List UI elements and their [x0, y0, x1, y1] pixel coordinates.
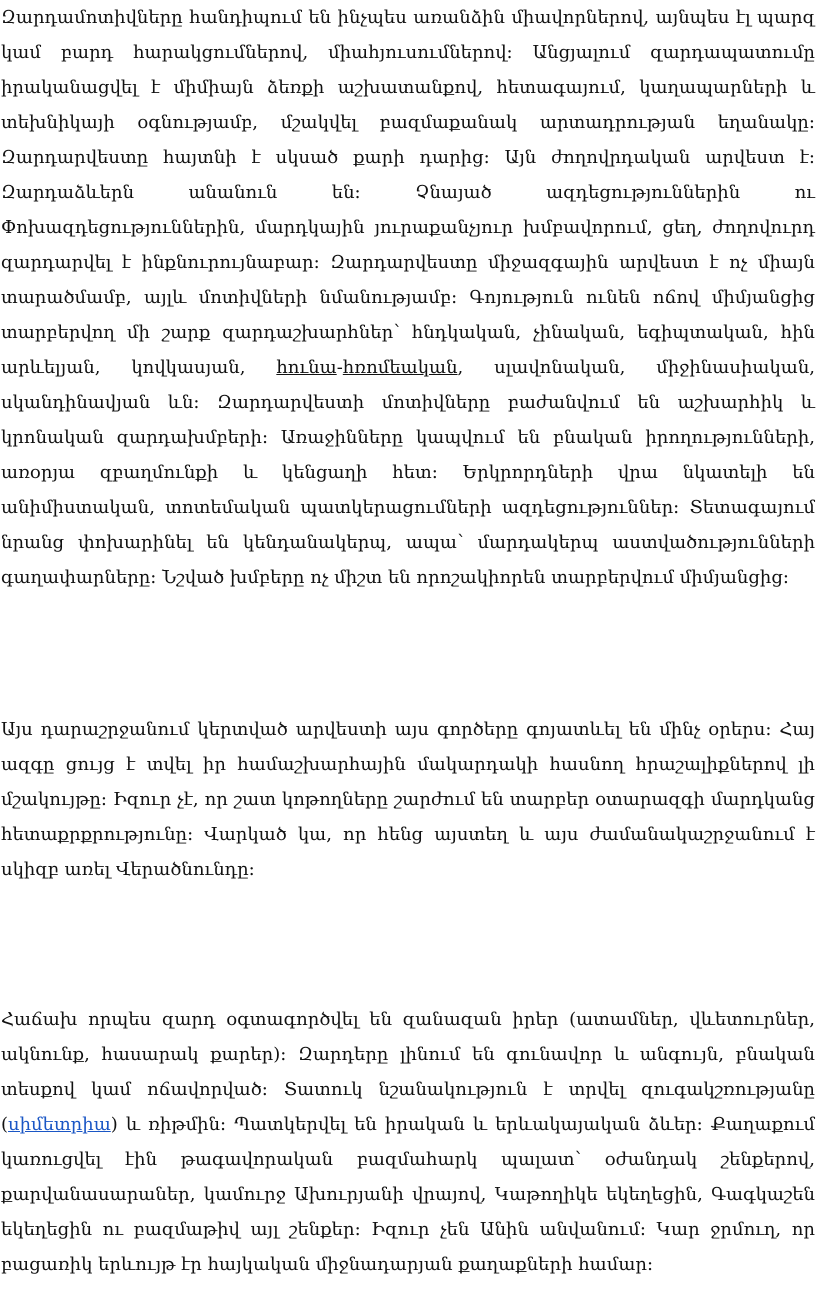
- paragraph-heritage: Այս դարաշրջանում կերտված արվեստի այս գործերը գոյատևել են մինչ օրերս։ Հայ ազգը ցույց է տվել իր համաշխարհային մակարդակի հասնող հրաշալիքներով լի մշակույթը։ Իզուր չէ, որ շատ կոթողները շարժում են տարբեր օտարազգի մարդկանց հետաքրքրությունը։ Վարկած կա, որ հենց այստեղ և այս ժամանակաշրջանում է սկիզբ առել Վերածնունդը:: [1, 719, 815, 880]
- paragraph-1-text-b: , սլավոնական, միջինասիական, սկանդինավյան ևն։ Զարդարվեստի մոտիվները բաժանվում են աշխարհիկ և կրոնական զարդախմբերի։ Առաջինները կապվում են բնական իրողությունների, առօրյա զբաղմունքի և կենցաղի հետ։ Երկրորդների վրա նկատելի են անիմիստական, տոտեմական պատկերացումների ազդեցություններ։ Տետագայում նրանց փոխարինել են կենդանակերպ, ապա՝ մարդակերպ աստվածությունների գաղափարները։ Նշված խմբերը ոչ միշտ են որոշակիորեն տարբերվում միմյանցից։: [1, 357, 815, 588]
- link-roman[interactable]: հռոմեական: [342, 357, 458, 378]
- paragraph-ornament-motifs: [0, 0, 815, 595]
- paragraph-3-text-a: Հաճախ որպես զարդ օգտագործվել են զանազան իրեր (ատամներ, վևետուրներ, ակնունք, հասարակ քարեր)։ Զարդերը լինում են գունավոր և անգույն, բնական տեսքով կամ ոճավորված։ Տատուկ նշանակություն է տրվել զուգակշռությանը (: [1, 1009, 815, 1135]
- paragraph-1-dash: -: [336, 357, 343, 378]
- link-symmetry[interactable]: սիմետրիա: [8, 1114, 111, 1135]
- paragraph-ornaments-ani: [0, 1002, 815, 1282]
- paragraph-3-text-b: ) և ռիթմին։ Պատկերվել են իրական և երևակայական ձևեր։ Քաղաքում կառուցվել էին թագավորական բազմահարկ պալատ՝ օժանդակ շենքերով, քարվանասարաներ, կամուրջ Ախուրյանի վրայով, Կաթողիկե եկեղեցին, Գագկաշեն եկեղեցին ու բազմաթիվ այլ շենքեր։ Իզուր չեն Անին անվանում։ Կար ջրմուղ, որ բացառիկ երևույթ էր հայկական միջնադարյան քաղաքների համար:: [1, 1114, 815, 1275]
- link-greek[interactable]: հունա: [276, 357, 337, 378]
- paragraph-1-text-a: Զարդամոտիվները հանդիպում են ինչպես առանձին միավորներով, այնպես էլ պարզ կամ բարդ հարակցումներով, միահյուսումներով։ Անցյալում զարդապատումը իրականացվել է միմիայն ձեռքի աշխատանքով, հետագայում, կաղապարների և տեխնիկայի օգնությամբ, մշակվել բազմաքանակ արտադրության եղանակը։ Զարդարվեստը հայտնի է սկսած քարի դարից։ Այն ժողովրդական արվեստ է։ Զարդաձևերն անանուն են։ Չնայած ազդեցություններին ու Փոխազդեցություններին, մարդկային յուրաքանչյուր խմբավորում, ցեղ, ժողովուրդ զարդարվել է ինքնուրույնաբար։ Զարդարվեստը միջազգային արվեստ է ոչ միայն տարածմամբ, այլև մոտիվների նմանությամբ։ Գոյություն ունեն ոճով միմյանցից տարբերվող մի շարք զարդաշխարհներ՝ հնդկական, չինական, եգիպտական, հին արևելյան, կովկասյան,: [1, 7, 815, 378]
